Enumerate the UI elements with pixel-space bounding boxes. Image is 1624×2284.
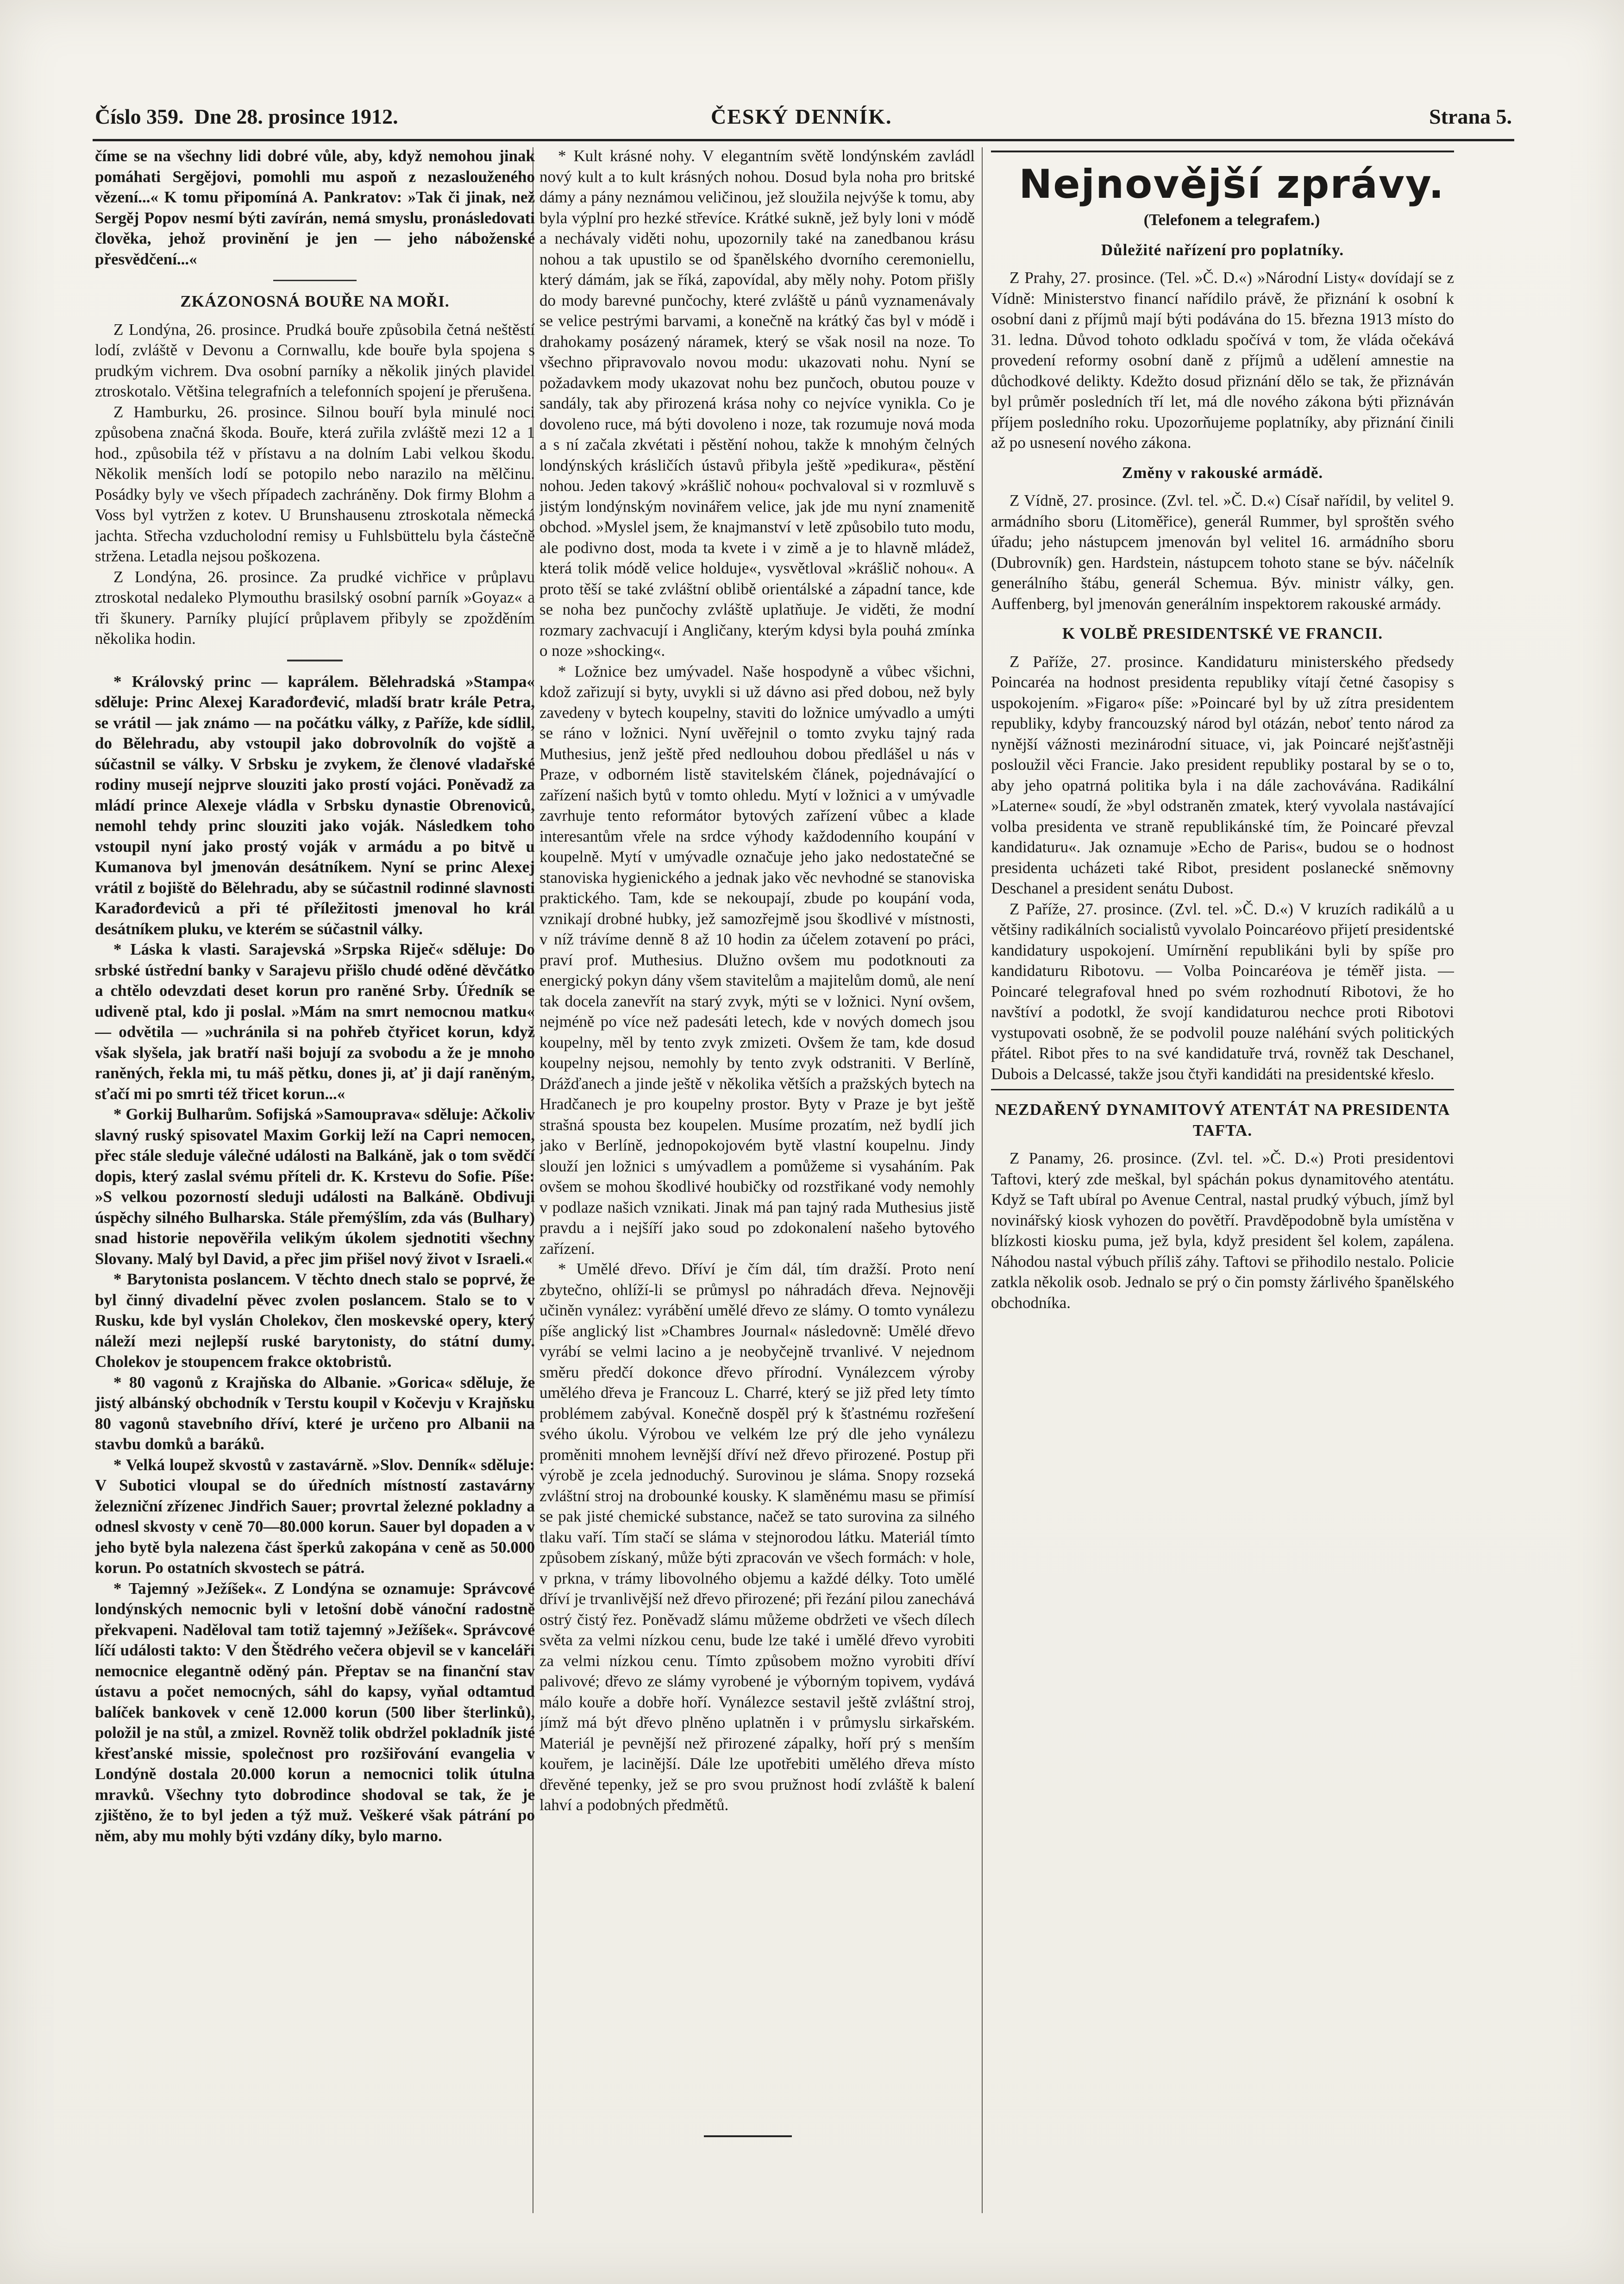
item-jewel-theft: * Velká loupež skvostů v zastavárně. »Slov. Denník« sděluje: V Subotici vloupal se do úředních místností zastavárny železniční zřízenec Jindřich Sauer; provrtal železné pokladny a odnesl skvosty v ceně 70—80.000 korun. Sauer byl dopaden a v jeho bytě byla nalezena část šperků zakopána v ceně as 50.000 korun. Po ostatních skvostech se pátrá. <box>95 1455 535 1577</box>
separator <box>273 280 357 281</box>
item-foot-cult: * Kult krásné nohy. V elegantním světě londýnském zavládl nový kult a to kult krásných nohou. Dosud byla noha pro britské dámy a pány neznámou veličinou, jež sloužila nejvýše k tomu, aby byla výplní pro hezké střevíce. Krátké sukně, jež byly loni v módě a nechávaly viděti nohu, upozornily také na zanedbanou krásu nohou a tak upustilo se od španělského dvorního ceremoniellu, který dámám, jak se říká, zapovídal, aby měly nohy. Potom přišly do mody barevné punčochy, které zvláště u pánů vyznamenávaly se velice pestrými barvami, a konečně na krátký čas byl v módě i drahokamy posázený náramek, který se však nosil na noze. To všechno připravovalo novou modu: ukazovati nohu. Nyní se požadavkem mody ukazovat nohu bez punčoch, obutou pouze v sandály, tak aby přirozená krása nohy co nejvíce vynikla. Co je dovoleno ruce, má býti dovoleno i noze, tak rozumuje nová moda a s ní začala zkvétati i pěstění nohou, takže k mnohým čelných londýnských krásličích ústavů přibyla ještě »pedikura«, pěstění nohou. Jeden takový »krášlič nohou« pochvaloval si v rozmluvě s jistým londýnským novinářem velice, jak jde mu nyní znamenitě obchod. »Myslel jsem, že knajmanství v letě způsobilo tuto modu, ale podivno dost, moda ta kvete i v zimě a je to hlavně mládež, která tolik módě velice holduje«, vysvětloval »krášlič nohou«. A proto těší se také zvláštní oblibě orientálské a západní tance, kde se noha bez punčochy zvláště uplatňuje. Je viděti, že modní rozmary zachvacují i Angličany, kterým kdysi byla pouhá zmínka o noze »shocking«. <box>539 147 975 660</box>
column-2 <box>539 146 975 2240</box>
item-baritone: * Barytonista poslancem. V těchto dnech stalo se poprvé, že byl činný divadelní pěvec zvolen poslancem. Stalo se to v Rusku, kde byl vyslán Cholekov, člen moskevské opery, který náleží mezi nejlepší ruské barytonisty, do státní dumy. Cholekov je stoupencem frakce oktobristů. <box>95 1270 535 1371</box>
section-rule <box>991 151 1454 152</box>
header-rule <box>93 139 1514 141</box>
item-royal-prince: * Královský princ — kaprálem. Bělehradská »Stampa« sděluje: Princ Alexej Karađorđević, mladší bratr krále Petra, se vrátil — jak známo — na počátku války, z Paříže, kde sídlil, do Bělehradu, aby vstoupil jako dobrovolník do vojště a súčastnil se války. V Srbsku je zvykem, že členové vladařské rodiny musejí nejprve slouziti jako prostí vojáci. Poněvadž za mládí prince Alexeje vládla v Srbsku dynastie Obrenoviců, nemohl tehdy princ slouziti jako voják. Následkem toho vstoupil nyní jako prostý voják v armádu a po bitvě u Kumanova byl jmenován desátníkem. Nyní se princ Alexej vrátil z bojiště do Bělehradu, aby se súčastnil rodinné slavnosti Karađorđeviců a při té příležitosti jmenoval ho král desátníkem pluku, ve kterém se súčastnil války. <box>95 672 535 938</box>
column-1 <box>95 146 535 2240</box>
item-artificial-wood: * Umělé dřevo. Dříví je čím dál, tím dražší. Proto není zbytečno, ohlíží-li se průmysl po náhradách dřeva. Nejnověji učiněn vynález: vyrábění umělé dřevo ze slámy. O tomto vynálezu píše anglický list »Chambres Journal« následovně: Umělé dřevo vyrábí se velmi lacino a je neobyčejně trvanlivé. V nejednom směru předčí dokonce dřevo přírodní. Vynálezcem výroby umělého dřeva je Francouz L. Charré, který se již před lety tímto problémem zabýval. Konečně dospěl prý k šťastnému rozřešení svého úkolu. Výrobou ve velkém lze prý dle jeho vynálezu proměniti mnohem levnější dříví než dřevo přirozené. Postup při výrobě je zcela jednoduchý. Surovinou je sláma. Snopy rozseká zvláštní stroj na drobounké kousky. K slaměnému masu se přimísí se pak jisté chemické substance, načež se tato surovina za silného tlaku vaří. Tím stačí se sláma v stejnorodou látku. Materiál tímto způsobem získaný, může býti zpracován ve všech formách: v hole, v prkna, v trámy libovolného objemu a každé délky. Toto umělé dříví je trvanlivější než dřevo přirozené; při řezání pilou zanechává ostrý čistý řez. Poněvadž slámu můžeme obdržeti ve všech dílech světa za velmi nízkou cenu, bude lze také i umělé dřevo vyrobiti za velmi nízkou cenu. Tímto způsobem možno vyrobiti dříví palivové; dřevo ze slámy vyrobené je výborným topivem, vydává málo kouře a dobře hoří. Vynálezce sestavil ještě zvláštní stroj, jímž má být dřevo plněno uplatněn i v průmyslu sirkařském. Materiál je pevnější než přirozené zápalky, hoří prý s menším kouřem, je lacinější. Dále lze upotřebiti umělého dřeva místo dřevěné tepenky, jež se pro svou pružnost hodí zvláště k balení lahví a podobných předmětů. <box>539 1260 975 1814</box>
item-gorky: * Gorkij Bulharům. Sofijská »Samouprava« sděluje: Ačkoliv slavný ruský spisovatel Maxim Gorkij leží na Capri nemocen, přec stále sleduje válečné události na Balkáně, jak o tom svědčí dopis, který zaslal svému příteli dr. K. Krstevu do Sofie. Píše: »S velkou pozorností sleduji události na Balkáně. Obdivuji úspěchy silného Bulharska. Stále přemýšlím, zda vás (Bulhary) snad historie nepověřila velikým úkolem sjednotiti všechny Slovany. Malý byl David, a přec jim přišel nový život v Israeli.« <box>95 1105 535 1268</box>
headline-french-election: K VOLBĚ PRESIDENTSKÉ VE FRANCII. <box>1062 624 1383 642</box>
news-paris-1: Z Paříže, 27. prosince. Kandidaturu ministerského předsedy Poincaréa na hodnost presidenta republiky vítají četné časopisy s uspokojením. »Figaro« píše: »Poincaré byl by už zítra presidentem republiky, kdyby francouzský národ byl otázán, neboť tento národ za nynější vážnosti mezinárodní situace, vi, jak Poincaré nejšťastněji posloužil věci Francie. Jako president republiky postaral by se o to, aby jeho opatrná politika byla i na dále zachovávána. Radikální »Laterne« soudí, že »byl odstraněn zmatek, který vyvolala nastávající volba presidenta ve straně republikánské tím, že Poincaré převzal kandidaturu«. Jak oznamuje »Echo de Paris«, budou se o hodnost presidenta ucházeti také Ribot, president poslanecké sněmovny Deschanel a president senátu Dubost. <box>991 652 1454 897</box>
separator <box>287 660 343 661</box>
news-london-storm: Z Londýna, 26. prosince. Prudká bouře způsobila četná neštěstí lodí, zvláště v Devonu a Cornwallu, kde bouře byla spojena s prudkým vichrem. Dva osobní parníky a několik jiných plavidel ztroskotalo. Většina telegrafních a telefonních spojení je přerušena. <box>95 320 535 400</box>
issue-date <box>95 104 398 129</box>
news-paris-2: Z Paříže, 27. prosince. (Zvl. tel. »Č. D.«) V kruzích radikálů a u většiny radikálních socialistů vyvolalo Poincaréovo přijetí presidentské kandidatury uspokojení. Umírnění republikáni byli by spíše pro kandidaturu Ribotovu. — Volba Poincaréova je téměř jista. — Poincaré telegrafoval hned po svém rozhodnutí Ribotovi, že ho navštíví a podotkl, že svojí kandidaturou nechce proti Ribotovi vystupovati osobně, že se podvolil pouze naléhání svých politických přátel. Ribot přes to na své kandidatuře trvá, rovněž tak Deschanel, Dubois a Delcassé, takže jsou čtyři kandidáti na presidentské křeslo. <box>991 900 1454 1083</box>
headline-taxpayers: Důležité nařízení pro poplatníky. <box>1101 240 1344 259</box>
section-title: Nejnovější zprávy. <box>1019 161 1445 208</box>
news-vienna-army: Z Vídně, 27. prosince. (Zvl. tel. »Č. D.«) Císař nařídil, by velitel 9. armádního sboru (Litoměřice), generál Rummer, byl sproštěn svého úřadu; jeho nástupcem jmenován byl velitel 16. armádního sboru (Dubrovník) gen. Hardstein, nástupcem tohoto stane se býv. náčelník generálního štábu, generál Schemua. Býv. ministr války, gen. Auffenberg, byl jmenován generálním inspektorem rakouské armády. <box>991 491 1454 613</box>
news-hamburg-storm: Z Hamburku, 26. prosince. Silnou bouří byla minulé noci způsobena značná škoda. Bouře, která zuřila zvláště mezi 12 a 1 hod., způsobila též v přístavu a na dolním Labi velkou škodu. Několik menších lodí se potopilo nebo narazilo na mělčinu. Posádky byly ve všech případech zachráněny. Dok firmy Blohm a Voss byl vytržen z kotev. U Brunshausenu ztroskotala německá jachta. Střecha vzducholodní remisy u Fuhlsbüttelu byla částečně stržena. Letadla nejsou poškozena. <box>95 403 535 565</box>
item-love-of-country: * Láska k vlasti. Sarajevská »Srpska Riječ« sděluje: Do srbské ústřední banky v Sarajevu přišlo chudé oděné děvčátko a chtělo odevzdati deset korun pro raněné Srby. Úředník se udiveně ptal, kdo ji poslal. »Mám na smrt nemocnou matku« — odvětila — »uchránila si na pohřeb čtyřicet korun, když však slyšela, jak bratří naši bojují za svobodu a že je mnoho raněných, řekla mi, tu máš pětku, dones ji, ať ji dají raněným, sťačí mi po smrti též třicet korun...« <box>95 940 535 1103</box>
article-continuation: číme se na všechny lidi dobré vůle, aby, když nemohou jinak pomáhati Sergějovi, pomohli mu aspoň z nezaslouženého vězení...« K tomu připomíná A. Pankratov: »Tak či jinak, než Sergěj Popov nesmí býti zavírán, nemá smyslu, pronásledovati člověka, jehož provinění je jen — jeho náboženské přesvědčení...« <box>95 147 535 268</box>
issue-date-text: Dne 28. prosince 1912. <box>194 105 398 128</box>
news-prague-tax: Z Prahy, 27. prosince. (Tel. »Č. D.«) »Národní Listy« dovídají se z Vídně: Ministerstvo financí nařídilo právě, že přiznání k osobní k osobní dani z příjmů mají býti podávána do 15. března 1913 místo do 31. ledna. Důvod tohoto odkladu spočívá v tom, že vláda očekává provedení reformy osobní daně z příjmů a udělení amnestie na důchodkové delikty. Kdežto dosud přiznání dělo se tak, že přiznáván byl průměr posledních tří let, má dle nového zákona býti přiznáván příjem posledního roku. Upozorňujeme poplatníky, aby přiznání činili až po usnesení nového zákona. <box>991 269 1454 452</box>
headline-army: Změny v rakouské armádě. <box>1122 463 1323 482</box>
headline-taft: NEZDAŘENÝ DYNAMITOVÝ ATENTÁT NA PRESIDENTA TAFTA. <box>995 1101 1450 1139</box>
section-subtitle: (Telefonem a telegrafem.) <box>1143 211 1320 229</box>
page-number: Strana 5. <box>1429 105 1512 128</box>
paper-title: ČESKÝ DENNÍK. <box>711 105 892 128</box>
section-rule <box>991 1089 1454 1090</box>
page-header <box>95 104 1512 141</box>
column-divider-2 <box>982 147 983 2213</box>
item-wagons: * 80 vagonů z Krajňska do Albanie. »Gorica« sděluje, že jistý albánský obchodník v Terstu koupil v Kočevju v Krajňsku 80 vagonů stavebního dříví, které je určeno pro Albanii na stavbu domků a baráků. <box>95 1373 535 1453</box>
news-panama: Z Panamy, 26. prosince. (Zvl. tel. »Č. D.«) Proti presidentovi Taftovi, který zde meškal, byl spáchán pokus dynamitového atentátu. Když se Taft ubíral po Avenue Central, nastal prudký výbuch, jímž byl novinářský kiosk vyhozen do povětří. Pravděpodobně byla umístěna v blízkosti kiosku puma, jež byla, když president šel kolem, zapálena. Náhodou nastal výbuch příliš záhy. Taftovi se přihodilo nestalo. Policie zatkla několik osob. Jednalo se prý o čin pomsty žárlivého španělského obchodníka. <box>991 1149 1454 1312</box>
column-3 <box>991 146 1454 2240</box>
end-rule <box>704 2135 792 2137</box>
item-mysterious-santa: * Tajemný »Ježíšek«. Z Londýna se oznamuje: Správcové londýnských nemocnic byli v letošní době vánoční radostně překvapeni. Naděloval tam totiž tajemný »Ježíšek«. Správcové líčí události takto: V den Štědrého večera objevil se v kanceláři nemocnice elegantně oděný pán. Přeptav se na finanční stav ústavu a počet nemocných, sáhl do kapsy, vyňal odtamtud balíček bankovek v ceně 12.000 korun (500 liber šterlinků), položil je na stůl, a zmizel. Rovněž tolik obdržel pokladník jisté křesťanské missie, společnost pro rozšiřování evangelia v Londýně dostala 20.000 korun a nemocnici tolik útulna mravků. Všechny tyto dobrodince shodoval se tak, že je zjištěno, že to byl jeden a týž muž. Veškeré však pátrání po něm, aby mu mohly býti vzdány díky, bylo marno. <box>95 1579 535 1845</box>
news-london-ships: Z Londýna, 26. prosince. Za prudké vichřice v průplavu ztroskotal nedaleko Plymouthu brasilský osobní parník »Goyaz« a tři škunery. Parníky plující průplavem přibyly se zpožděním několika hodin. <box>95 567 535 648</box>
item-bedrooms: * Ložnice bez umývadel. Naše hospodyně a vůbec všichni, kdož zařizují si byty, uvykli si už dávno asi před dobou, než byly zavedeny v bytech koupelny, staviti do ložnice umývadlo a umýti se ráno v ložnici. Nyní uvěřejnil o tomto zvyku tajný rada Muthesius, jenž ještě před nedlouhou dobou předlášel u nás v Praze, v odborném listě stavitelském článek, pojednávající o zařízení našich bytů v tomto ohledu. Mytí v ložnici a v umývadle zavrhuje tento reformátor bytových zařízení vůbec a klade interesantům vřele na srdce výhody každodenního koupání v koupelně. Mytí v umývadle označuje jeho jako nedostatečné se stanoviska hygienického a jednak jako věc nevhodné se stanoviska praktického. Tam, kde se nekoupají, zbude po koupání voda, vznikají drobné hubky, jež samozřejmě jsou škodlivé v místnosti, v níž trávíme denně 8 až 10 hodin za účelem zotavení po práci, praví prof. Muthesius. Dlužno ovšem mu podotknouti za energický pokyn dány všem stavitelům a majitelům domů, ale není tak docela zanevřít na starý zvyk, mýti se v ložnici. Nyní ovšem, nejméně po více než padesáti letech, kde v nových domech jsou koupelny, měl by tento zvyk zmizeti. Ovšem že tam, kde dosud koupelny nejsou, nemohly by tento zvyk odstraniti. V Berlíně, Drážďanech a jinde ještě v několika větších a pražských bytech na Hradčanech je pro koupelny prostor. Byty v Praze je byt ještě strašná spousta bez koupelen. Musíme prozatím, než bydlí jich jako v Berlíně, jednopokojovém bytě vlastní koupelnu. Jindy slouží jen ložnici s umývadlem a pomůžeme si vysaháním. Pak ovšem se mohou škodlivé houbičky od rozstřikané vody nemohly v podlaze našich vznikati. Jinak má pan tajný rada Muthesius jistě pravdu a i nejšíří jako soud po zdokonalení našeho bytového zařízení. <box>539 662 975 1258</box>
issue-number: Číslo 359. <box>95 105 184 128</box>
headline-storm: ZKÁZONOSNÁ BOUŘE NA MOŘI. <box>180 292 450 310</box>
